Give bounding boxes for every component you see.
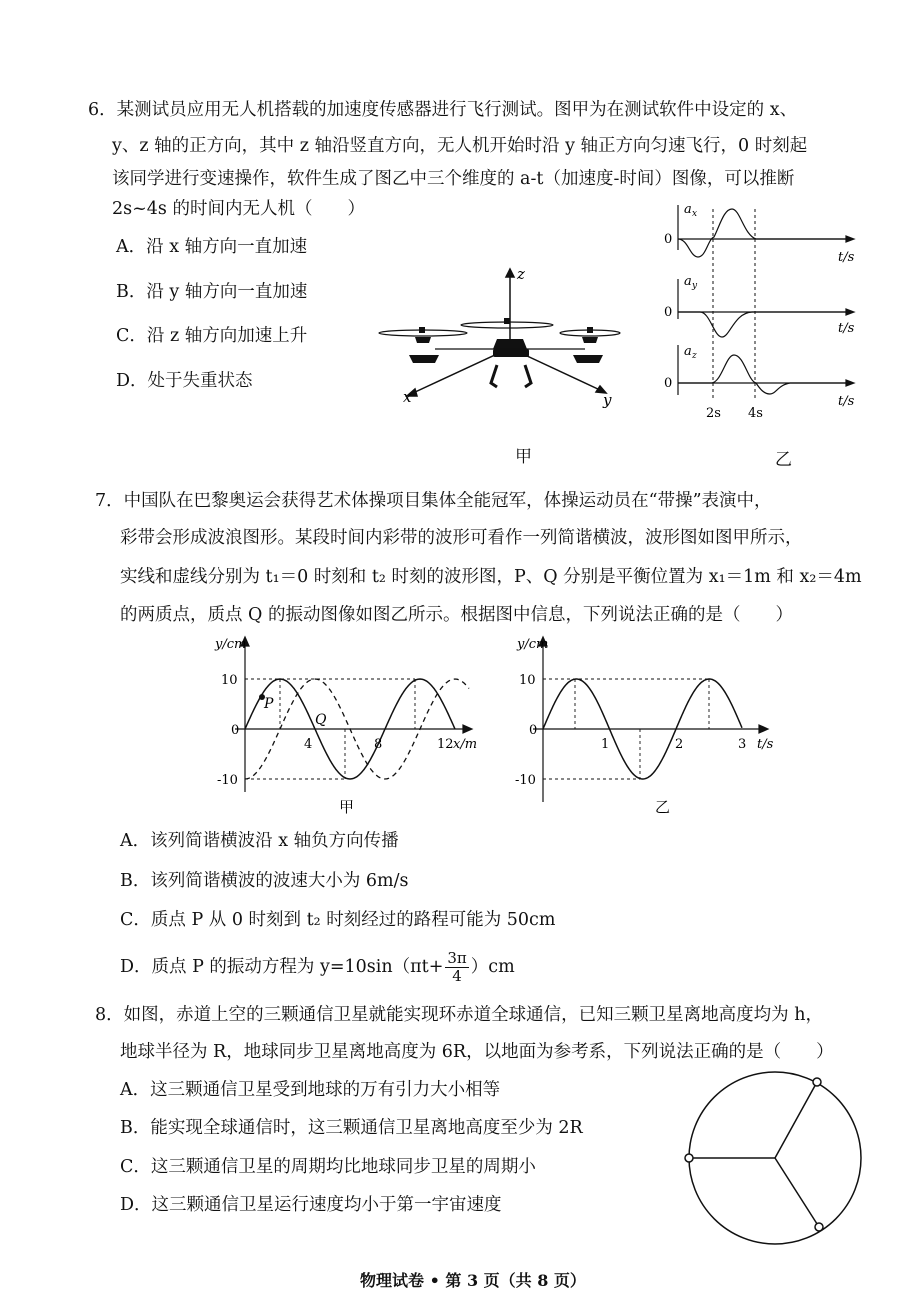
axis-x-label: x [403,388,412,406]
q7-option-d-fraction: $\frac{3\pi}{4}$ [447,949,467,985]
q8-option-c[interactable]: C．这三颗通信卫星的周期均比地球同步卫星的周期小 [120,1157,536,1177]
vibration-graph-b [505,632,775,816]
q7-option-d[interactable] [120,950,515,985]
page-footer: 物理试卷 • 第 3 页（共 8 页） [360,1271,586,1290]
q7-line-4: 的两质点，质点 Q 的振动图像如图乙所示。根据图中信息，下列说法正确的是（ ） [120,605,793,625]
svg-text:y/cm: y/cm [215,637,247,652]
q7-option-b[interactable]: B．该列简谐横波的波速大小为 6m/s [120,871,409,891]
q8-option-a[interactable]: A．这三颗通信卫星受到地球的万有引力大小相等 [120,1080,501,1100]
q7-line-3: 实线和虚线分别为 t₁＝0 时刻和 t₂ 时刻的波形图，P、Q 分别是平衡位置为 x₁＝1m 和 x₂＝4m [120,567,862,587]
svg-text:y/cm: y/cm [517,637,549,652]
q6-fig-left-caption: 甲 [515,447,532,467]
q7-option-d-text: D．质点 P 的振动方程为 y=10sin（πt+ [120,957,444,977]
q6-line-1: 6．某测试员应用无人机搭载的加速度传感器进行飞行测试。图甲为在测试软件中设定的 x、 [88,100,798,120]
svg-text:x: x [692,209,698,219]
svg-text:y: y [692,281,698,291]
svg-text:x/m: x/m [453,737,478,752]
satellite-1 [813,1078,821,1086]
q6-option-c[interactable]: C．沿 z 轴方向加速上升 [116,326,308,346]
svg-text:4s: 4s [748,406,763,421]
q6-option-d[interactable]: D．处于失重状态 [116,371,253,391]
svg-text:t/s: t/s [838,321,855,336]
svg-text:0: 0 [664,305,673,320]
q8-option-d[interactable]: D．这三颗通信卫星运行速度均小于第一宇宙速度 [120,1195,502,1215]
svg-text:0: 0 [664,232,673,247]
at-graphs [660,195,860,425]
q6-option-b[interactable]: B．沿 y 轴方向一直加速 [116,282,308,302]
satellite-3 [815,1223,823,1231]
svg-text:0: 0 [529,723,538,738]
drone-figure [375,265,625,415]
svg-text:3: 3 [738,737,747,752]
q8-option-b[interactable]: B．能实现全球通信时，这三颗通信卫星离地高度至少为 2R [120,1118,583,1138]
svg-text:-10: -10 [217,773,238,788]
svg-text:a: a [684,202,692,217]
axis-y-label: y [603,391,612,409]
satellite-2 [685,1154,693,1162]
q8-line-1: 8．如图，赤道上空的三颗通信卫星就能实现环赤道全球通信，已知三颗卫星离地高度均为 h， [95,1005,823,1025]
svg-text:0: 0 [231,723,240,738]
q8-line-2: 地球半径为 R，地球同步卫星离地高度为 6R，以地面为参考系，下列说法正确的是（ ） [120,1042,834,1062]
axis-z-label: z [517,265,525,283]
svg-text:1: 1 [601,737,610,752]
svg-text:Q: Q [315,712,327,728]
svg-text:z: z [692,351,697,361]
q6-option-a[interactable]: A．沿 x 轴方向一直加速 [116,237,308,257]
svg-text:甲: 甲 [339,798,355,816]
q6-line-3: 该同学进行变速操作，软件生成了图乙中三个维度的 a-t（加速度-时间）图像，可以推断 [112,169,795,189]
svg-text:10: 10 [519,673,536,688]
svg-text:a: a [684,274,692,289]
svg-text:0: 0 [664,376,673,391]
svg-text:t/s: t/s [757,737,774,752]
svg-text:8: 8 [374,737,383,752]
svg-text:12: 12 [437,737,454,752]
q7-option-a[interactable]: A．该列简谐横波沿 x 轴负方向传播 [120,831,399,851]
svg-text:-10: -10 [515,773,536,788]
q7-line-2: 彩带会形成波浪图形。某段时间内彩带的波形可看作一列简谐横波，波形图如图甲所示， [120,528,803,548]
svg-text:乙: 乙 [655,798,671,816]
svg-text:t/s: t/s [838,250,855,265]
svg-text:2s: 2s [706,406,721,421]
satellite-diagram [680,1075,870,1240]
svg-text:10: 10 [221,673,238,688]
svg-text:4: 4 [304,737,313,752]
svg-text:P: P [264,696,274,712]
q7-option-d-unit: ）cm [470,957,515,977]
q7-line-1: 7．中国队在巴黎奥运会获得艺术体操项目集体全能冠军，体操运动员在“带操”表演中， [95,491,772,511]
svg-text:a: a [684,344,692,359]
q7-option-c[interactable]: C．质点 P 从 0 时刻到 t₂ 时刻经过的路程可能为 50cm [120,910,556,930]
q6-line-2: y、z 轴的正方向，其中 z 轴沿竖直方向，无人机开始时沿 y 轴正方向匀速飞行，0 时刻起 [112,136,808,156]
q6-line-4: 2s~4s 的时间内无人机（ ） [112,199,365,219]
q6-fig-right-caption: 乙 [775,450,792,470]
wave-graph-a [205,632,478,816]
svg-text:t/s: t/s [838,394,855,409]
svg-text:2: 2 [675,737,684,752]
